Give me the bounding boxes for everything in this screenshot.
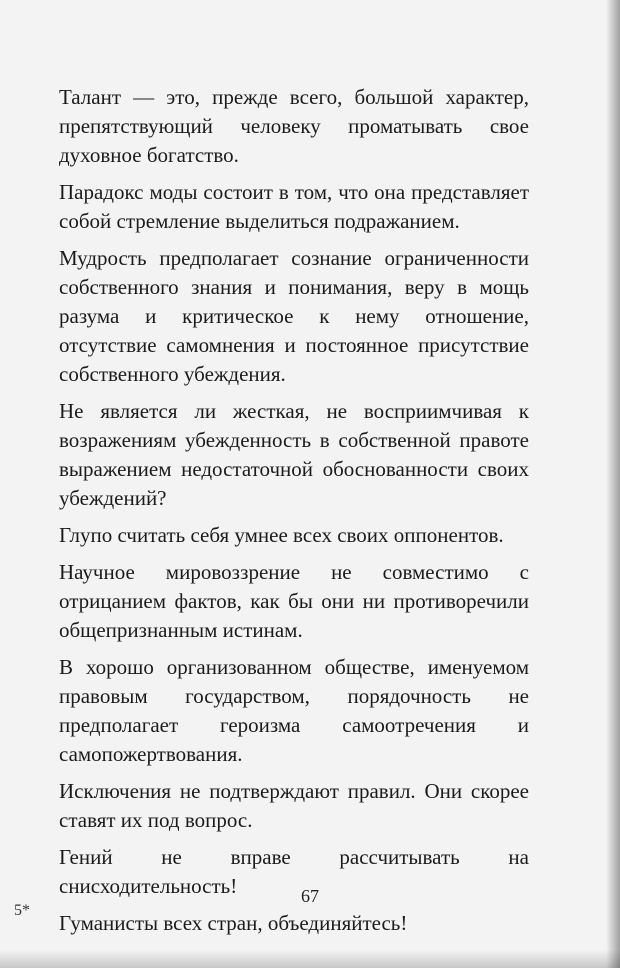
signature-mark: 5*: [14, 902, 30, 919]
paragraph-9: Гений не вправе рассчитывать на снисходительность!: [59, 845, 529, 898]
paragraph-10: Гуманисты всех стран, объединяйтесь!: [59, 911, 408, 935]
text-block: [59, 83, 529, 946]
page-bottom-shadow: [0, 950, 620, 968]
paragraph-8: Исключения не подтверждают правил. Они скорее ставят их под вопрос.: [59, 779, 529, 832]
paragraph-7: В хорошо организованном обществе, именуемом правовым государством, порядочность не предполагает героизма самоотречения и самопожертвования.: [59, 655, 529, 766]
paragraph-4: Не является ли жесткая, не восприимчивая к возражениям убежденность в собственной правоте выражением недостаточной обоснованности своих убеждений?: [59, 399, 529, 510]
paragraph-5: Глупо считать себя умнее всех своих оппонентов.: [59, 523, 504, 547]
page-number: 67: [301, 886, 319, 906]
page-edge-shadow: [606, 0, 620, 968]
paragraph-6: Научное мировоззрение не совместимо с отрицанием фактов, как бы они ни противоречили общепризнанным истинам.: [59, 560, 529, 642]
paragraph-3: Мудрость предполагает сознание ограниченности собственного знания и понимания, веру в мощь разума и критическое к нему отношение, отсутствие самомнения и постоянное присутствие собственного убеждения.: [59, 246, 529, 386]
paragraph-1: Талант — это, прежде всего, большой характер, препятствующий человеку проматывать свое духовное богатство.: [59, 85, 529, 167]
paragraph-2: Парадокс моды состоит в том, что она представляет собой стремление выделиться подражанием.: [59, 180, 529, 233]
